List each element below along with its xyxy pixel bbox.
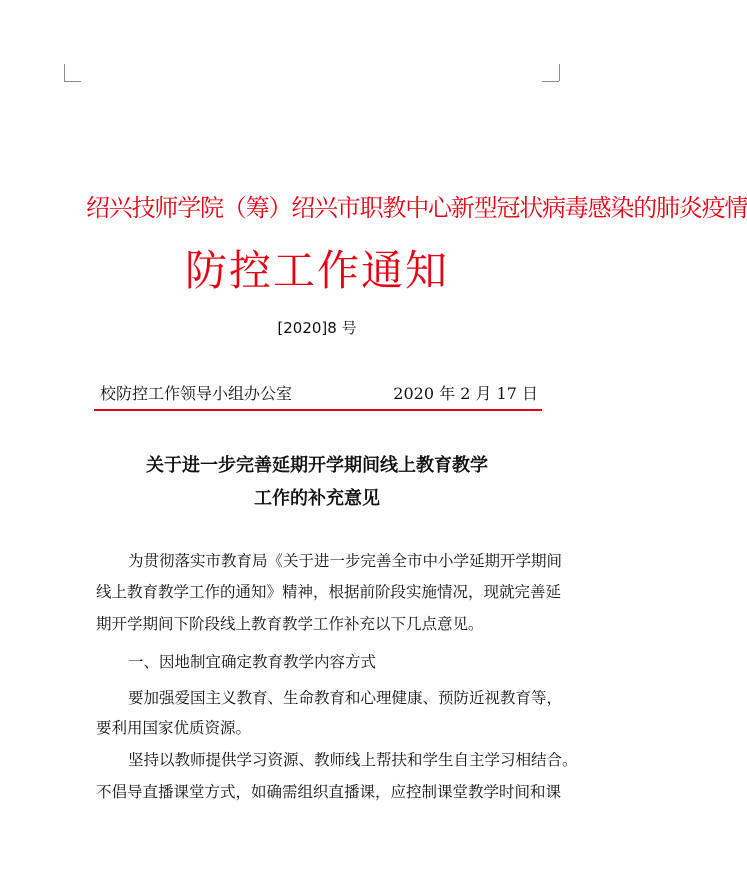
body-paragraph-line: 线上教育教学工作的通知》精神，根据前阶段实施情况，现就完善延 — [96, 583, 562, 601]
body-paragraph-line: 要加强爱国主义教育、生命教育和心理健康、预防近视教育等， — [128, 689, 563, 707]
body-paragraph-line: 不倡导直播课堂方式，如确需组织直播课，应控制课堂教学时间和课 — [96, 783, 562, 801]
notice-title-line-2: 工作的补充意见 — [254, 488, 380, 509]
document-header-title: 防控工作通知 — [184, 246, 449, 295]
body-paragraph-line: 期开学期间下阶段线上教育教学工作补充以下几点意见。 — [96, 615, 484, 633]
margin-corner-mark — [64, 81, 81, 82]
margin-corner-mark — [542, 81, 559, 82]
document-header-org: 绍兴技师学院（筹）绍兴市职教中心新型冠状病毒感染的肺炎疫情 — [86, 194, 747, 222]
margin-corner-mark — [559, 64, 560, 81]
margin-corner-mark — [64, 64, 65, 81]
issuer-office: 校防控工作领导小组办公室 — [100, 384, 293, 403]
issue-date: 2020 年 2 月 17 日 — [393, 384, 538, 403]
body-paragraph-line: 要利用国家优质资源。 — [96, 719, 252, 737]
body-paragraph-line: 坚持以教师提供学习资源、教师线上帮扶和学生自主学习相结合。 — [128, 751, 578, 769]
section-heading: 一、因地制宜确定教育教学内容方式 — [128, 653, 377, 671]
document-number: [2020]8 号 — [277, 319, 357, 337]
body-paragraph-line: 为贯彻落实市教育局《关于进一步完善全市中小学延期开学期间 — [128, 552, 563, 570]
notice-title-line-1: 关于进一步完善延期开学期间线上教育教学 — [146, 455, 488, 476]
red-divider — [94, 409, 542, 411]
